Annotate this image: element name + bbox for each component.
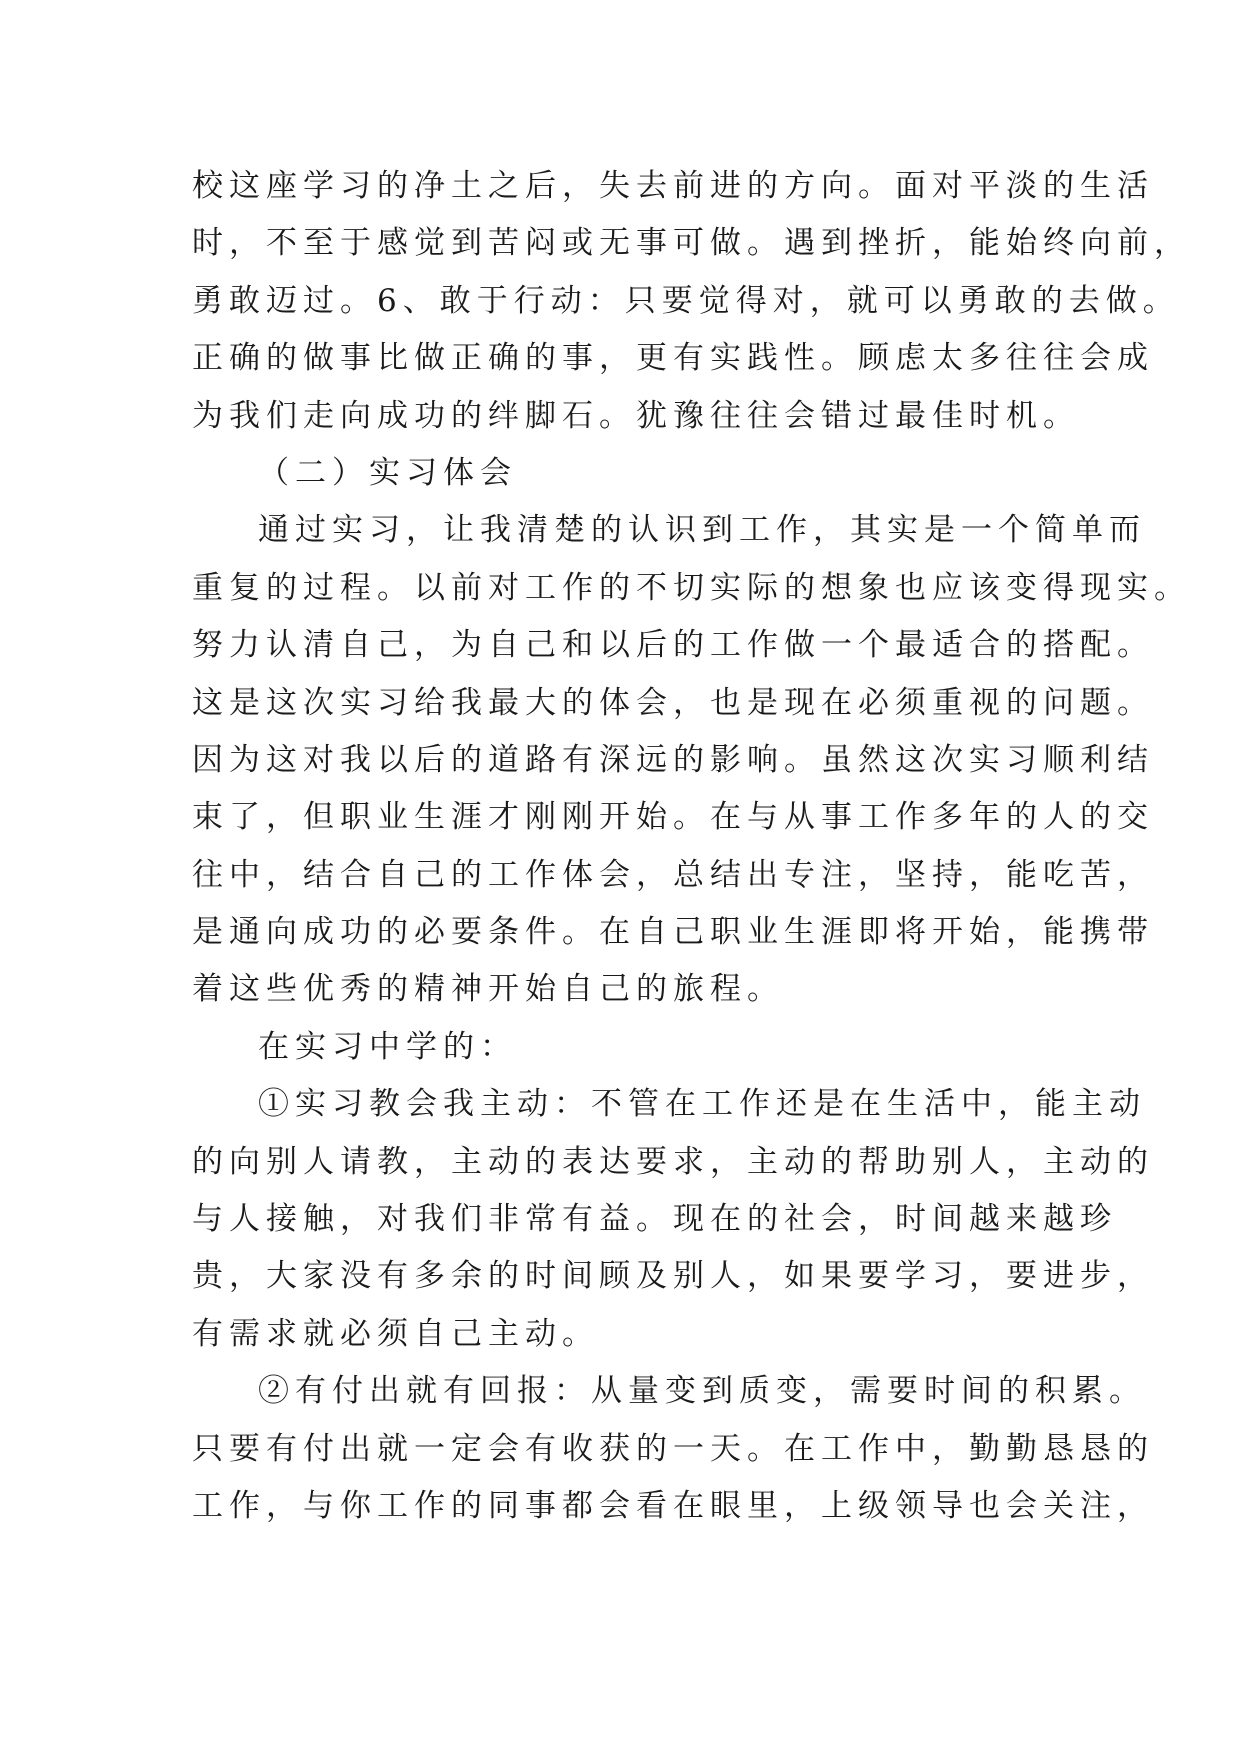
section-heading: （二）实习体会 (258, 454, 517, 491)
text-line: 束了，但职业生涯才刚刚开始。在与从事工作多年的人的交 (192, 799, 1154, 836)
paragraph-first-line: ①实习教会我主动：不管在工作还是在生活中，能主动 (258, 1086, 1146, 1123)
text-line: 是通向成功的必要条件。在自己职业生涯即将开始，能携带 (192, 914, 1154, 951)
text-line: 为我们走向成功的绊脚石。犹豫往往会错过最佳时机。 (192, 397, 1080, 434)
text-line: 贵，大家没有多余的时间顾及别人，如果要学习，要进步， (192, 1258, 1154, 1295)
text-line: 着这些优秀的精神开始自己的旅程。 (192, 971, 784, 1008)
paragraph-first-line: ②有付出就有回报：从量变到质变，需要时间的积累。 (258, 1373, 1146, 1410)
text-line: 这是这次实习给我最大的体会，也是现在必须重视的问题。 (192, 684, 1154, 721)
text-line: 重复的过程。以前对工作的不切实际的想象也应该变得现实。 (192, 569, 1191, 606)
text-line: 勇敢迈过。6、敢于行动：只要觉得对，就可以勇敢的去做。 (192, 282, 1180, 319)
text-line: 工作，与你工作的同事都会看在眼里，上级领导也会关注， (192, 1487, 1154, 1524)
text-line: 的向别人请教，主动的表达要求，主动的帮助别人，主动的 (192, 1143, 1154, 1180)
text-line: 只要有付出就一定会有收获的一天。在工作中，勤勤恳恳的 (192, 1430, 1154, 1467)
text-line: 因为这对我以后的道路有深远的影响。虽然这次实习顺利结 (192, 741, 1154, 778)
text-line: 有需求就必须自己主动。 (192, 1315, 599, 1352)
text-line: 与人接触，对我们非常有益。现在的社会，时间越来越珍 (192, 1201, 1117, 1238)
text-line: 时，不至于感觉到苦闷或无事可做。遇到挫折，能始终向前， (192, 225, 1191, 262)
text-line: 校这座学习的净土之后，失去前进的方向。面对平淡的生活 (192, 168, 1154, 204)
paragraph-first-line: 在实习中学的： (258, 1028, 517, 1065)
text-line: 努力认清自己，为自己和以后的工作做一个最适合的搭配。 (192, 627, 1154, 664)
text-line: 正确的做事比做正确的事，更有实践性。顾虑太多往往会成 (192, 340, 1154, 377)
paragraph-first-line: 通过实习，让我清楚的认识到工作，其实是一个简单而 (258, 512, 1146, 549)
document-body (192, 158, 1191, 1535)
text-line: 往中，结合自己的工作体会，总结出专注，坚持，能吃苦， (192, 856, 1154, 893)
